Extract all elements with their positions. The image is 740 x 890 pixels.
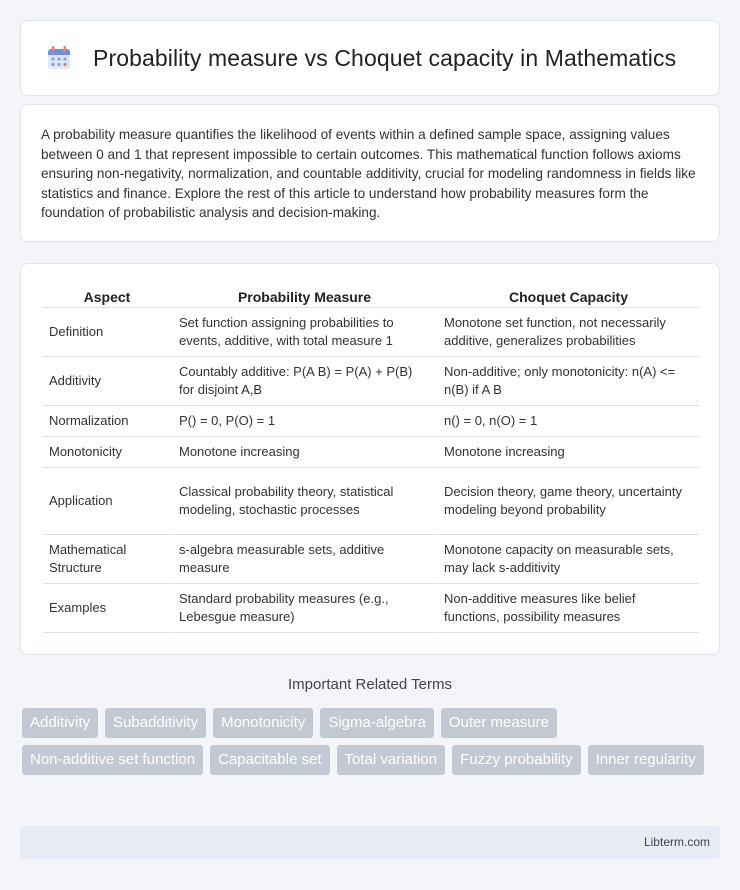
related-term-tag[interactable]: Non-additive set function xyxy=(22,745,203,775)
table-cell: Set function assigning probabilities to events, additive, with total measure 1 xyxy=(171,308,436,357)
related-term-tag[interactable]: Monotonicity xyxy=(213,708,313,738)
related-terms-list xyxy=(22,708,722,775)
table-cell: Monotone increasing xyxy=(171,437,436,468)
table-cell-aspect: Monotonicity xyxy=(43,437,171,468)
footer-site-link[interactable]: Libterm.com xyxy=(643,835,710,849)
table-row xyxy=(43,468,699,535)
table-cell-aspect: Additivity xyxy=(43,357,171,406)
table-cell-aspect: Normalization xyxy=(43,406,171,437)
related-term-tag[interactable]: Subadditivity xyxy=(105,708,206,738)
table-row xyxy=(43,406,699,437)
intro-card xyxy=(20,104,720,242)
related-term-tag[interactable]: Outer measure xyxy=(441,708,557,738)
related-term-tag[interactable]: Sigma-algebra xyxy=(320,708,434,738)
table-cell: Classical probability theory, statistical modeling, stochastic processes xyxy=(171,468,436,535)
table-cell: Non-additive; only monotonicity: n(A) <= n(B) if A B xyxy=(436,357,699,406)
related-terms-title: Important Related Terms xyxy=(288,676,452,693)
table-cell: Non-additive measures like belief functions, possibility measures xyxy=(436,584,699,633)
table-cell-aspect: Definition xyxy=(43,308,171,357)
table-row xyxy=(43,535,699,584)
table-cell: Monotone set function, not necessarily additive, generalizes probabilities xyxy=(436,308,699,357)
column-header-probability-measure: Probability Measure xyxy=(171,280,436,308)
calendar-grid-icon xyxy=(45,44,73,72)
page-title: Probability measure vs Choquet capacity in Mathematics xyxy=(93,44,677,71)
table-cell-aspect: Examples xyxy=(43,584,171,633)
table-cell: Standard probability measures (e.g., Lebesgue measure) xyxy=(171,584,436,633)
column-header-choquet-capacity: Choquet Capacity xyxy=(436,280,699,308)
table-cell: Decision theory, game theory, uncertainty modeling beyond probability xyxy=(436,468,699,535)
column-header-aspect: Aspect xyxy=(43,280,171,308)
comparison-table xyxy=(43,280,699,633)
table-cell: s-algebra measurable sets, additive measure xyxy=(171,535,436,584)
table-cell: Monotone capacity on measurable sets, may lack s-additivity xyxy=(436,535,699,584)
comparison-table-card xyxy=(20,263,720,655)
table-row xyxy=(43,437,699,468)
table-header-row xyxy=(43,280,699,308)
intro-text: A probability measure quantifies the likelihood of events within a defined sample space, assigning values between 0 and 1 that represent impossible to certain outcomes. This mathematical function follows axioms ensuring non-negativity, normalization, and countable additivity, crucial for modeling randomness in fields like statistics and finance. Explore the rest of this article to understand how probability measures form the foundation of probabilistic analysis and decision-making. xyxy=(41,127,696,221)
related-term-tag[interactable]: Fuzzy probability xyxy=(452,745,581,775)
related-term-tag[interactable]: Total variation xyxy=(337,745,446,775)
related-term-tag[interactable]: Additivity xyxy=(22,708,98,738)
table-cell: n() = 0, n(O) = 1 xyxy=(436,406,699,437)
table-cell: P() = 0, P(O) = 1 xyxy=(171,406,436,437)
table-cell-aspect: Application xyxy=(43,468,171,535)
table-row xyxy=(43,308,699,357)
table-row xyxy=(43,584,699,633)
table-cell-aspect: Mathematical Structure xyxy=(43,535,171,584)
footer xyxy=(20,826,720,859)
related-term-tag[interactable]: Capacitable set xyxy=(210,745,329,775)
table-row xyxy=(43,357,699,406)
table-cell: Monotone increasing xyxy=(436,437,699,468)
header-card xyxy=(20,20,720,96)
related-term-tag[interactable]: Inner regularity xyxy=(588,745,704,775)
table-cell: Countably additive: P(A B) = P(A) + P(B) for disjoint A,B xyxy=(171,357,436,406)
